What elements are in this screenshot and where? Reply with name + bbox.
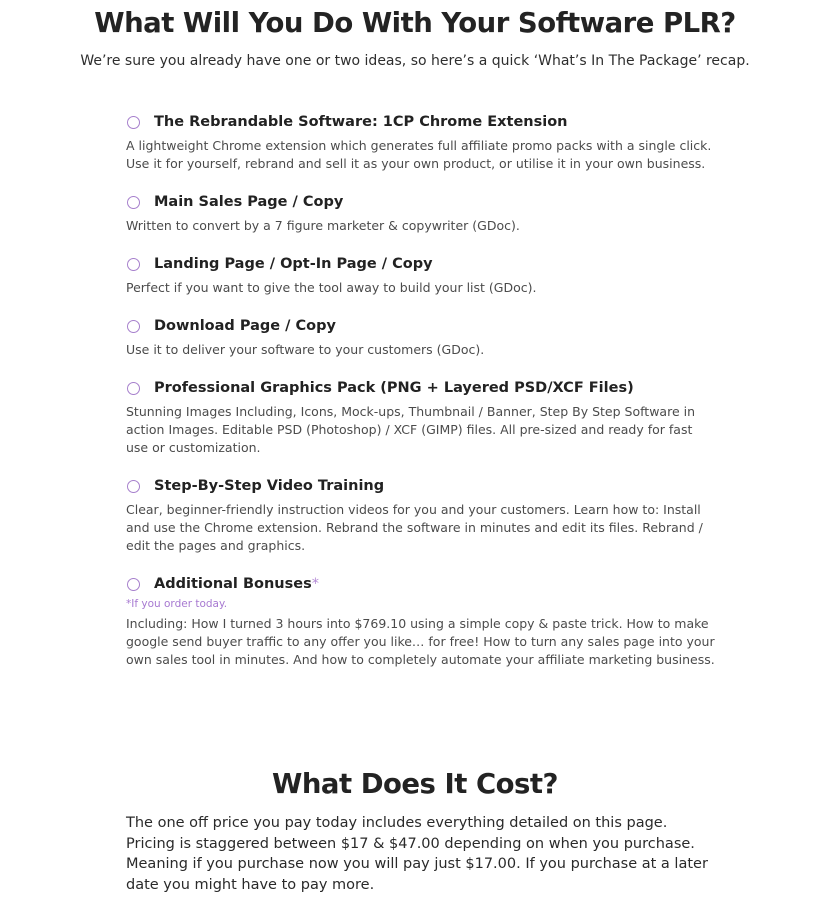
list-item-description: Stunning Images Including, Icons, Mock-ups, Thumbnail / Banner, Step By Step Software in action Images. Editable PSD (Photoshop) / XCF (GIMP) files. All pre-sized and ready for fast use or customization. [126, 404, 696, 455]
list-item-description: Clear, beginner-friendly instruction videos for you and your customers. Learn how to: Install and use the Chrome extension. Rebrand the software in minutes and edit its files. Rebrand / edit the pages and graphics. [126, 502, 703, 553]
list-item-title: The Rebrandable Software: 1CP Chrome Extension [154, 114, 568, 130]
circle-bullet-icon [127, 116, 140, 129]
page-subtitle: We’re sure you already have one or two ideas, so here’s a quick ‘What’s In The Package’ recap. [80, 53, 750, 69]
list-item-description: Perfect if you want to give the tool away to build your list (GDoc). [126, 280, 537, 295]
package-list [126, 111, 716, 687]
list-item-description: Including: How I turned 3 hours into $769.10 using a simple copy & paste trick. How to make google send buyer traffic to any offer you like… for free! How to turn any sales page into your own sales tool in minutes. And how to completely automate your affiliate marketing business. [126, 616, 715, 667]
list-item-title: Professional Graphics Pack (PNG + Layered PSD/XCF Files) [154, 380, 634, 396]
cost-section-title: What Does It Cost? [272, 768, 558, 800]
list-item-title: Landing Page / Opt-In Page / Copy [154, 256, 433, 272]
list-item [126, 377, 716, 457]
circle-bullet-icon [127, 196, 140, 209]
list-item-header [126, 573, 716, 595]
list-item [126, 475, 716, 555]
list-item [126, 191, 716, 235]
list-item-header [126, 191, 716, 213]
bonus-footnote: *If you order today. [126, 598, 228, 610]
bonuses-title-text: Additional Bonuses [154, 576, 312, 592]
circle-bullet-icon [127, 320, 140, 333]
list-item [126, 315, 716, 359]
list-item-title [154, 576, 319, 592]
page-title: What Will You Do With Your Software PLR? [94, 7, 736, 39]
circle-bullet-icon [127, 578, 140, 591]
list-item [126, 111, 716, 173]
list-item [126, 573, 716, 669]
list-item-header [126, 377, 716, 399]
circle-bullet-icon [127, 480, 140, 493]
list-item-description: Written to convert by a 7 figure marketer & copywriter (GDoc). [126, 218, 520, 233]
list-item-title: Main Sales Page / Copy [154, 194, 344, 210]
circle-bullet-icon [127, 382, 140, 395]
list-item-header [126, 111, 716, 133]
list-item-title: Download Page / Copy [154, 318, 336, 334]
asterisk-mark: * [311, 576, 319, 592]
list-item [126, 253, 716, 297]
cost-description: The one off price you pay today includes everything detailed on this page. Pricing is staggered between $17 & $47.00 depending on when you purchase. Meaning if you purchase now you will pay just $17.00. If you purchase at a later date you might have to pay more. [126, 815, 708, 893]
list-item-header [126, 475, 716, 497]
list-item-header [126, 253, 716, 275]
list-item-header [126, 315, 716, 337]
list-item-description: Use it to deliver your software to your customers (GDoc). [126, 342, 485, 357]
list-item-description: A lightweight Chrome extension which generates full affiliate promo packs with a single click. Use it for yourself, rebrand and sell it as your own product, or utilise it in your own business. [126, 138, 712, 171]
circle-bullet-icon [127, 258, 140, 271]
list-item-title: Step-By-Step Video Training [154, 478, 385, 494]
